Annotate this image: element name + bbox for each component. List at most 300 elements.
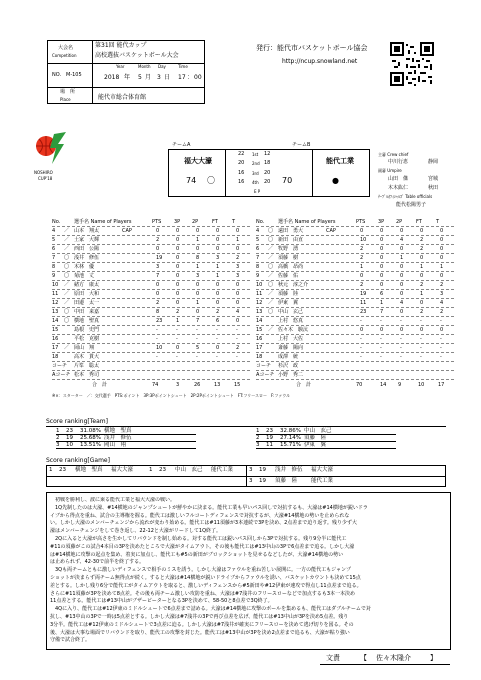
row-divider	[256, 262, 454, 263]
player-name: 緒方 康太	[74, 282, 100, 288]
player-pts: 10	[360, 237, 367, 243]
player-fouls: -	[440, 345, 442, 351]
umpire-1-name: 山田 傑	[388, 176, 409, 182]
player-row	[256, 264, 454, 271]
player-name: 新田 由直	[278, 237, 304, 243]
player-no: 12	[256, 300, 263, 306]
player-3p: 0	[176, 264, 180, 270]
no-value: M-105	[66, 72, 82, 78]
player-status: 〇	[268, 264, 274, 270]
player-2p: 0	[400, 246, 404, 252]
report-line: 抗し、#13中山の3Pで一時は5点差とする。しかし大濠は#7浅井の3Pで再び点差を広げ、能代工は#13中山が3Pを決め5点差。残り	[50, 614, 349, 620]
player-row	[256, 291, 454, 298]
player-ft: 0	[420, 228, 424, 234]
player-name: 牧野 湧	[278, 246, 299, 252]
player-fouls: -	[440, 318, 442, 324]
row-divider	[256, 280, 454, 281]
player-pts: 0	[156, 246, 160, 252]
date-year: 2018	[104, 74, 120, 81]
writer-label: 文責	[326, 654, 340, 662]
date-header-year: Year	[116, 64, 125, 69]
game-report-text	[50, 497, 448, 647]
player-no: 5	[52, 237, 56, 243]
header-no: No.	[256, 219, 265, 225]
player-ft: 1	[216, 273, 220, 279]
header-ft: FT	[416, 219, 422, 225]
q3-label: 3rd	[252, 171, 259, 176]
player-name: 上村 悠真	[278, 318, 304, 324]
player-ft: 2	[216, 309, 220, 315]
player-pts: 23	[360, 309, 367, 315]
player-2p: -	[400, 354, 402, 360]
rank-percent: 32.86%	[280, 428, 301, 434]
player-row	[52, 309, 250, 316]
player-row	[256, 228, 454, 235]
ranking-game-row	[249, 467, 345, 473]
player-pts: 19	[360, 291, 367, 297]
q4-b: 20	[264, 179, 271, 185]
rank-percent: 27.14%	[280, 435, 301, 441]
player-pts: 2	[360, 255, 364, 261]
player-2p: 4	[400, 237, 404, 243]
player-name: 高木 貫大	[74, 354, 100, 360]
table-officials-label: ﾃｰﾌﾞﾙｵﾌｨｼｬﾙｽﾞ Table officials	[378, 194, 433, 199]
player-name: 松本 秀司	[74, 372, 100, 378]
player-pts: 19	[156, 255, 163, 261]
player-fouls: -	[236, 354, 238, 360]
player-3p: 0	[380, 327, 384, 333]
player-pts: 0	[156, 282, 160, 288]
player-no: 15	[256, 327, 263, 333]
player-pts: -	[360, 336, 362, 342]
player-pts: -	[360, 345, 362, 351]
player-status: ／	[64, 282, 70, 288]
header-name: 選手名 Name of Players	[74, 219, 132, 225]
player-fouls: 0	[236, 318, 240, 324]
date-header-day: Day	[158, 64, 166, 69]
q2-a: 20	[238, 160, 245, 166]
player-name: 横地 聖真	[74, 318, 100, 324]
player-no: コーチ	[52, 363, 68, 369]
player-pts: 0	[360, 228, 364, 234]
player-2p: 0	[400, 282, 404, 288]
rank-team-name: 福大大濠	[311, 467, 334, 473]
player-pts: 2	[156, 237, 160, 243]
row-divider	[256, 343, 454, 344]
report-line: い。しかし大濠のメンバーチェンジから流れが変わり始める。能代工は#11須藤が3本連続で3Pを決め、2点差まで迫り返す。残り少ず大	[50, 520, 357, 527]
player-status: ／	[268, 246, 274, 252]
row-divider	[52, 280, 250, 281]
player-pts: 0	[156, 228, 160, 234]
player-status: 〇	[64, 255, 70, 261]
player-ft: -	[216, 327, 218, 333]
player-no: 9	[256, 273, 260, 279]
crew-chief-label: 主審 Crew chief	[378, 152, 409, 157]
player-fouls: 3	[440, 291, 444, 297]
player-row	[256, 282, 454, 289]
player-3p: -	[176, 327, 178, 333]
q4-label: 4th	[252, 180, 259, 185]
time-min: 00	[194, 74, 202, 81]
player-name: 田邉 太一	[74, 300, 100, 306]
player-3p: 0	[176, 237, 180, 243]
umpire-2-pref: 秋田	[428, 185, 439, 191]
player-no: 16	[52, 336, 59, 342]
header-2p: 2P	[396, 219, 403, 225]
player-status: ／	[268, 327, 274, 333]
player-name: 高橋 昂尚	[278, 264, 304, 270]
player-ft: 0	[216, 345, 220, 351]
player-no: 13	[52, 309, 59, 315]
player-2p: 1	[196, 300, 200, 306]
row-divider	[256, 235, 454, 236]
player-ft: 1	[420, 264, 424, 270]
player-pts: 2	[360, 282, 364, 288]
player-no: 17	[256, 345, 263, 351]
player-no: コーチ	[256, 363, 272, 369]
player-no: 9	[52, 273, 56, 279]
player-ft: 0	[216, 300, 220, 306]
report-line: 3分半。能代工は#12伊東のミドルシュートで3点差に迫る。しかし大濠は#7浅井が確実にフリースローを決めて逃げ切りを図る。その	[50, 621, 354, 628]
player-no: 10	[52, 282, 59, 288]
player-fouls: 3	[236, 273, 240, 279]
header-divider	[52, 226, 250, 227]
row-divider	[52, 244, 250, 245]
q3-b: 20	[264, 170, 271, 176]
player-pts: -	[156, 336, 158, 342]
player-2p: -	[196, 336, 198, 342]
player-ft: 0	[216, 228, 220, 234]
rank: 3	[256, 442, 260, 448]
crew-chief-name: 中川行恵	[388, 159, 409, 165]
player-fouls: 1	[236, 237, 240, 243]
tournament-line1: 第31回 能代カップ	[95, 42, 147, 49]
logo-text-cup: CUP'18	[38, 176, 53, 181]
player-3p: 0	[176, 282, 180, 288]
player-status: 〇	[268, 237, 274, 243]
header-divider	[256, 226, 454, 227]
player-fouls: 4	[236, 309, 240, 315]
player-3p: 0	[176, 273, 180, 279]
player-no: 8	[256, 264, 260, 270]
rank-player-name: 浅井 修伍	[275, 467, 303, 473]
player-3p: 0	[380, 282, 384, 288]
player-pts: 3	[156, 264, 160, 270]
player-2p: 1	[196, 264, 200, 270]
player-2p: 4	[400, 300, 404, 306]
header-3p: 3P	[174, 219, 181, 225]
report-line: イブから得点を重ね、試合の主導権を握る。能代工は激しいフルコートディフェンスで対抗するが、大濠#14横地の勢いを止められな	[50, 512, 350, 519]
player-name: 秋元 淳之介	[278, 282, 309, 288]
q3-a: 16	[238, 170, 245, 176]
rank: 3	[249, 467, 253, 473]
player-fouls: 0	[236, 291, 240, 297]
report-line: 後、大濠は大事な場面でリバウンドを取り、能代工の攻撃を封じた。能代工は#13中山が3Pを決め2点差まで追るも、大濠が粘り強い	[50, 629, 350, 636]
team-b-player-table	[256, 219, 454, 389]
player-row	[52, 363, 250, 370]
place-value: 能代市総合体育館	[98, 94, 147, 101]
player-ft: -	[420, 336, 422, 342]
player-name: 上村 大佐	[278, 336, 304, 342]
player-row	[52, 228, 250, 235]
rank: 3	[249, 478, 253, 484]
player-no: 16	[256, 336, 263, 342]
player-row	[256, 273, 454, 280]
rank: 1	[256, 428, 260, 434]
player-ft: 0	[420, 255, 424, 261]
date-header-time: Time	[178, 64, 188, 69]
row-divider	[256, 307, 454, 308]
row-divider	[52, 343, 250, 344]
rank: 1	[149, 467, 153, 473]
player-status: ／	[64, 246, 70, 252]
player-fouls: 0	[440, 255, 444, 261]
player-fouls: 0	[440, 237, 444, 243]
player-3p: 1	[380, 300, 384, 306]
report-line: 濠はメンバーチェンジをして巻き返し、22-12と大濠がリードして1Q終了。	[50, 528, 222, 535]
player-2p: 0	[400, 309, 404, 315]
row-divider	[256, 253, 454, 254]
team-a-label: チームA	[172, 142, 191, 148]
rank-team-name: 能代工業	[211, 467, 234, 473]
row-divider	[52, 316, 250, 317]
rank-points: 19	[266, 435, 273, 441]
player-name: 浅井 修伍	[74, 255, 100, 261]
player-no: 11	[52, 291, 59, 297]
header-t: T	[436, 219, 440, 225]
player-row	[52, 291, 250, 298]
ranking-team-a	[56, 428, 196, 450]
total-ft: 13	[214, 382, 221, 388]
player-no: 7	[52, 255, 56, 261]
rank-percent: 31.08%	[80, 428, 101, 434]
team-b-label: チームB	[292, 142, 311, 148]
player-status: 〇	[64, 318, 70, 324]
player-fouls: 0	[236, 300, 240, 306]
rank: 3	[56, 442, 60, 448]
player-pts: 2	[156, 300, 160, 306]
table-header-row	[52, 219, 250, 226]
player-3p: 0	[380, 255, 384, 261]
player-ft: 2	[420, 246, 424, 252]
player-status: 〇	[64, 273, 70, 279]
player-row	[256, 345, 454, 352]
q2-label: 2nd	[252, 161, 260, 166]
extra-period-label: E P	[254, 189, 261, 194]
row-divider	[52, 235, 250, 236]
total-2p: 9	[398, 382, 402, 388]
player-pts: -	[360, 354, 362, 360]
player-name: 須藤 樹	[278, 255, 299, 261]
player-captain: CAP	[122, 228, 132, 234]
rank-team-name: 福大大濠	[111, 467, 134, 473]
ranking-row-line	[256, 448, 396, 449]
player-no: 10	[256, 282, 263, 288]
report-line: 2Qに入ると大濠が高さを生かしてリバウンドを制し始める。対する能代工は鋭いパス回しから3Pで対抗する。残り9分半に能代工	[50, 536, 347, 542]
competition-label: 大会名	[58, 45, 74, 51]
header-t: T	[232, 219, 236, 225]
row-divider	[256, 325, 454, 326]
row-divider	[52, 253, 250, 254]
player-status: ／	[64, 345, 70, 351]
legend-note: ※×：スターター ／：交代選手 PTS:ポイント 3P:3Pポイントシュート 2P:2Pポイントシュート FT:フリースロー F:ファウル	[52, 393, 291, 398]
header-2p: 2P	[192, 219, 199, 225]
player-pts: 1	[360, 264, 364, 270]
player-fouls: 2	[440, 282, 444, 288]
rank-points: 19	[259, 478, 266, 484]
row-divider	[256, 271, 454, 272]
player-no: Aコーチ	[256, 372, 275, 378]
rank-percent: 13.51%	[80, 442, 101, 448]
player-3p: 0	[176, 345, 180, 351]
tournament-line2: 高校選抜バスケットボール大会	[95, 52, 179, 59]
total-pts: 74	[152, 382, 159, 388]
row-divider	[52, 307, 250, 308]
player-2p: 0	[400, 273, 404, 279]
player-2p: -	[196, 327, 198, 333]
player-pts: -	[156, 354, 158, 360]
rank-player-name: 横地 聖真	[75, 467, 103, 473]
date-month-unit: 月	[145, 74, 152, 81]
report-line: 4Qに入り、能代工は#12伊東のミドルシュートで6点差まで詰める。大濠は#14横地に攻撃のボールを集めるも、能代工はダブルチームで対	[50, 606, 371, 613]
player-name: 中山 玄己	[278, 309, 304, 315]
q1-label: 1st	[252, 152, 259, 157]
no-label: NO.	[52, 72, 62, 78]
player-no: Aコーチ	[52, 372, 71, 378]
player-pts: 10	[156, 345, 163, 351]
report-line: さらに#11須藤が3Pを決めて8点差。その後も両チーム激しい攻防を重ね、大濠は#7浅井のフリースローなどで加点するも3本一本決め	[50, 590, 356, 597]
player-row	[52, 372, 250, 379]
ranking-row-line	[56, 448, 196, 449]
player-no: 4	[52, 228, 56, 234]
rank-player-name: 須藤 陸	[304, 435, 327, 441]
player-3p: 0	[380, 246, 384, 252]
player-3p: 1	[176, 318, 180, 324]
player-ft: 2	[420, 309, 424, 315]
player-row	[52, 354, 250, 361]
rank: 1	[56, 428, 60, 434]
report-line: 初戦を勝利し、波に乗る能代工業と福大大濠の戦い。	[50, 497, 176, 503]
player-ft: 0	[420, 273, 424, 279]
player-pts: 7	[156, 273, 160, 279]
player-ft: 0	[216, 246, 220, 252]
rank-points: 19	[259, 467, 266, 473]
row-divider	[52, 379, 250, 380]
player-name: 佐藤 佑	[278, 273, 299, 279]
total-2p: 26	[194, 382, 201, 388]
rank: 2	[56, 435, 60, 441]
player-no: 6	[52, 246, 56, 252]
player-fouls: 0	[440, 273, 444, 279]
row-divider	[256, 352, 454, 353]
player-pts: 23	[156, 318, 163, 324]
player-3p: -	[380, 354, 382, 360]
rank-points: 10	[66, 442, 73, 448]
player-pts: -	[156, 327, 158, 333]
header-3p: 3P	[378, 219, 385, 225]
player-status: ／	[268, 273, 274, 279]
rank-player-name: 浅井 修伍	[104, 435, 132, 441]
umpire-label: 副審 Umpire	[378, 168, 402, 173]
header-name: 選手名 Name of Players	[278, 219, 336, 225]
row-divider	[256, 244, 454, 245]
total-3p: 3	[176, 382, 180, 388]
player-no: 7	[256, 255, 260, 261]
header-ft: FT	[212, 219, 218, 225]
row-divider	[52, 298, 250, 299]
player-status: ／	[64, 228, 70, 234]
player-name: 成澤 統	[278, 354, 299, 360]
player-name: 平松 克樹	[74, 336, 100, 342]
player-name: 遠田 勇大	[278, 228, 304, 234]
player-3p: -	[176, 354, 178, 360]
player-row	[52, 246, 250, 253]
player-fouls: 0	[236, 246, 240, 252]
player-2p: 0	[400, 264, 404, 270]
rank-points: 19	[66, 435, 73, 441]
qr-code-icon	[390, 42, 434, 86]
date-year-unit: 年	[124, 74, 131, 81]
row-divider	[256, 298, 454, 299]
row-divider	[52, 289, 250, 290]
player-name: 原田 大和	[74, 291, 100, 297]
ranking-game-items	[46, 465, 446, 487]
report-line: は止められず、42-30で前半を終了する。	[50, 559, 145, 566]
total-label: 合 計	[296, 382, 312, 388]
player-status: ／	[64, 291, 70, 297]
rank-player-name: 中山 玄己	[304, 428, 332, 434]
player-row	[256, 372, 454, 379]
player-2p: 8	[196, 255, 200, 261]
row-divider	[256, 361, 454, 362]
row-divider	[52, 334, 250, 335]
noshiro-cup-logo-icon	[32, 130, 68, 168]
player-status: ／	[64, 300, 70, 306]
player-ft: 0	[420, 300, 424, 306]
rank-player-name: 横地 聖真	[104, 428, 132, 434]
rank-percent: 15.71%	[280, 442, 301, 448]
ranking-game-title: Score ranking[Game]	[46, 457, 110, 464]
total-fouls: 15	[234, 382, 241, 388]
player-ft: 0	[216, 282, 220, 288]
player-pts: 0	[156, 291, 160, 297]
player-ft: 6	[216, 318, 220, 324]
competition-label-en: Competition	[52, 53, 77, 58]
team-a-total: 74	[186, 176, 197, 185]
ranking-game-row	[149, 467, 245, 473]
player-3p: 0	[380, 264, 384, 270]
total-3p: 14	[380, 382, 387, 388]
website-url[interactable]: http://ncup.snowland.net	[282, 58, 358, 65]
player-fouls: 2	[236, 345, 240, 351]
player-ft: 1	[420, 291, 424, 297]
rank-points: 23	[66, 428, 73, 434]
player-status: 〇	[64, 309, 70, 315]
player-no: 4	[256, 228, 260, 234]
player-row	[256, 255, 454, 262]
player-status: 〇	[268, 282, 274, 288]
writer-close-bracket: 】	[430, 654, 437, 662]
rank-points: 23	[159, 467, 166, 473]
player-ft: 1	[216, 264, 220, 270]
header-pts: PTS	[356, 219, 366, 225]
player-no: 8	[52, 264, 56, 270]
player-row	[256, 246, 454, 253]
player-3p: 0	[176, 255, 180, 261]
row-divider	[52, 352, 250, 353]
player-pts: 11	[360, 300, 367, 306]
row-divider	[52, 262, 250, 263]
